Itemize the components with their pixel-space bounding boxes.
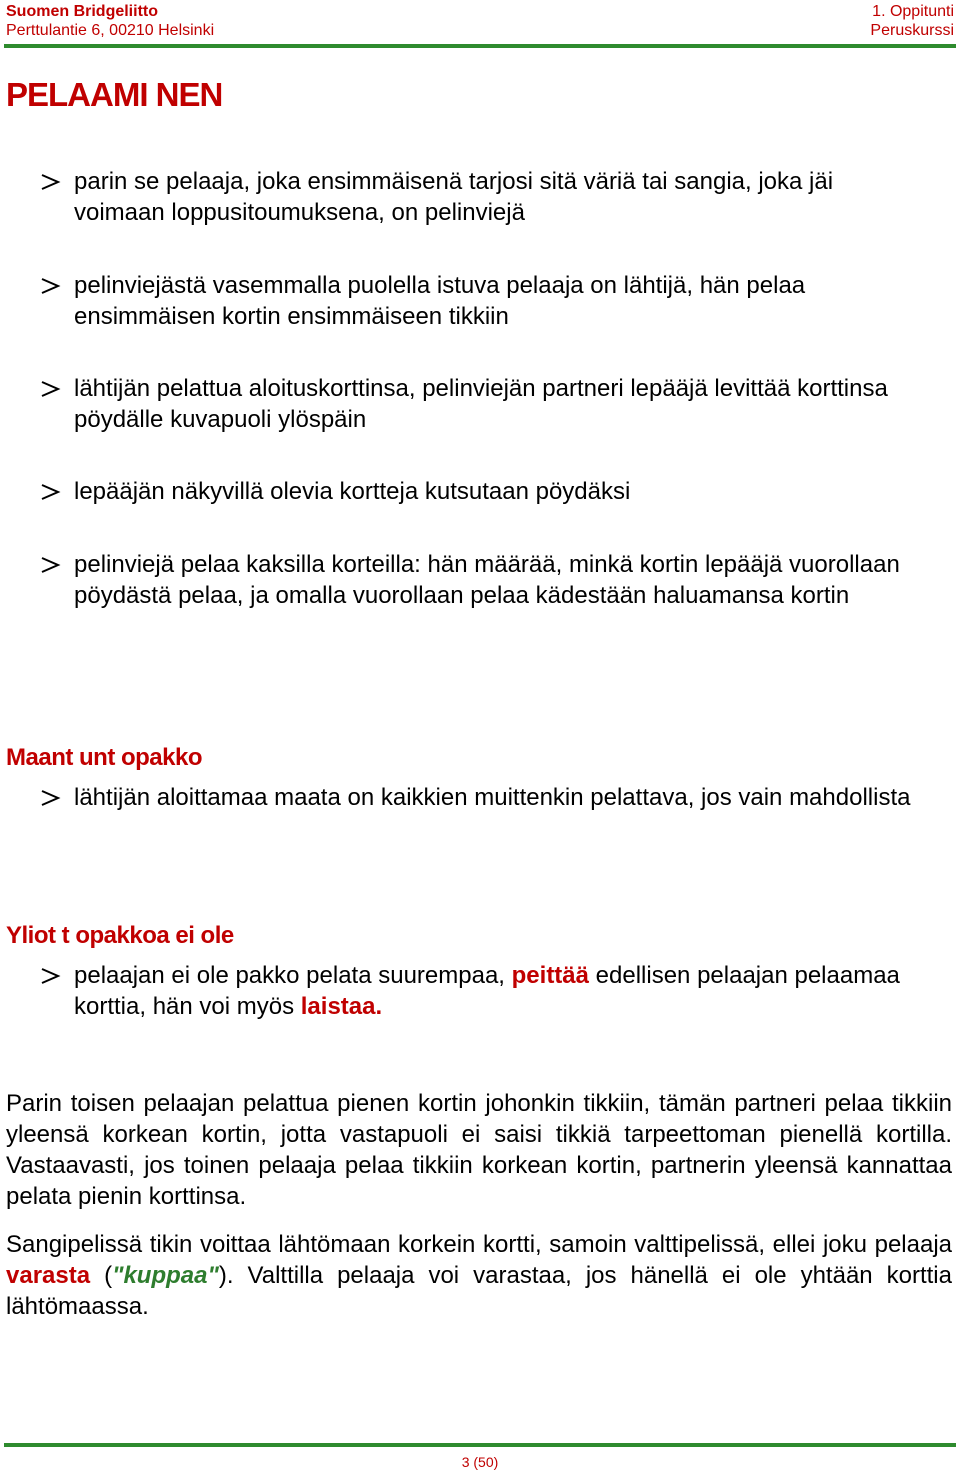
arrow-bullet-icon [40, 556, 62, 574]
arrow-bullet-icon [40, 483, 62, 501]
bullet-text: pelinviejästä vasemmalla puolella istuva pelaaja on lähtijä, hän pelaa ensimmäisen kortin ensimmäiseen tikkiin [74, 272, 806, 330]
bullet-item [40, 476, 930, 507]
term-kuppaa: "kuppaa" [112, 1262, 219, 1289]
bullet-text: pelaajan ei ole pakko pelata suurempaa, peittää edellisen pelaajan pelaamaa korttia, hän voi myös laistaa. [74, 962, 900, 1020]
term-laistaa: laistaa. [300, 993, 383, 1020]
header-left [6, 2, 214, 40]
bullet-text: lähtijän aloittamaa maata on kaikkien muittenkin pelattava, jos vain mahdollista [74, 784, 911, 811]
bullet-text: lepääjän näkyvillä olevia kortteja kutsutaan pöydäksi [74, 478, 631, 505]
org-address: Perttulantie 6, 00210 Helsinki [6, 22, 215, 39]
section-heading-maantunto: Maant unt opakko [6, 744, 203, 771]
paragraph-2: Sangipelissä tikin voittaa lähtömaan korkein kortti, samoin valttipelissä, ellei joku pelaaja varasta ("kuppaa"). Valttilla pelaaja voi varastaa, jos hänellä ei ole yhtään korttia lähtömaassa. [6, 1231, 952, 1320]
footer-divider [4, 1443, 956, 1447]
bullet-item [40, 270, 930, 332]
lesson-label: 1. Oppitunti [872, 3, 954, 20]
bullet-item [40, 782, 930, 813]
header-right [870, 2, 954, 40]
arrow-bullet-icon [40, 789, 62, 807]
bullet-item [40, 549, 930, 611]
bullet-item [40, 373, 930, 435]
section-heading-ylitto: Yliot t opakkoa ei ole [6, 922, 234, 949]
arrow-bullet-icon [40, 173, 62, 191]
arrow-bullet-icon [40, 380, 62, 398]
header-divider [4, 44, 956, 48]
bullet-item [40, 960, 930, 1022]
course-label: Peruskurssi [870, 22, 954, 39]
bullet-text: lähtijän pelattua aloituskorttinsa, pelinviejän partneri lepääjä levittää korttinsa pöydälle kuvapuoli ylöspäin [74, 375, 888, 433]
org-name: Suomen Bridgeliitto [6, 3, 158, 20]
arrow-bullet-icon [40, 277, 62, 295]
bullet-text: pelinviejä pelaa kaksilla korteilla: hän määrää, minkä kortin lepääjä vuorollaan pöydästä pelaa, ja omalla vuorollaan pelaa kädestään haluamansa kortin [74, 551, 900, 609]
bullet-item [40, 166, 930, 228]
term-peittaa: peittää [511, 962, 589, 989]
arrow-bullet-icon [40, 967, 62, 985]
paragraph-1: Parin toisen pelaajan pelattua pienen kortin johonkin tikkiin, tämän partneri pelaa tikkiin yleensä korkean kortin, jotta vastapuoli ei saisi tikkiä tarpeettoman pienellä kortilla. Vastaavasti, jos toinen pelaaja pelaa tikkiin korkean kortin, partnerin yleensä kannattaa pelata pienin korttinsa. [6, 1090, 952, 1210]
page-number: 3 (50) [461, 1454, 499, 1470]
bullet-text: parin se pelaaja, joka ensimmäisenä tarjosi sitä väriä tai sangia, joka jäi voimaan loppusitoumuksena, on pelinviejä [74, 168, 834, 226]
term-varasta: varasta [6, 1262, 91, 1289]
page-title: PELAAMI NEN [6, 76, 223, 113]
